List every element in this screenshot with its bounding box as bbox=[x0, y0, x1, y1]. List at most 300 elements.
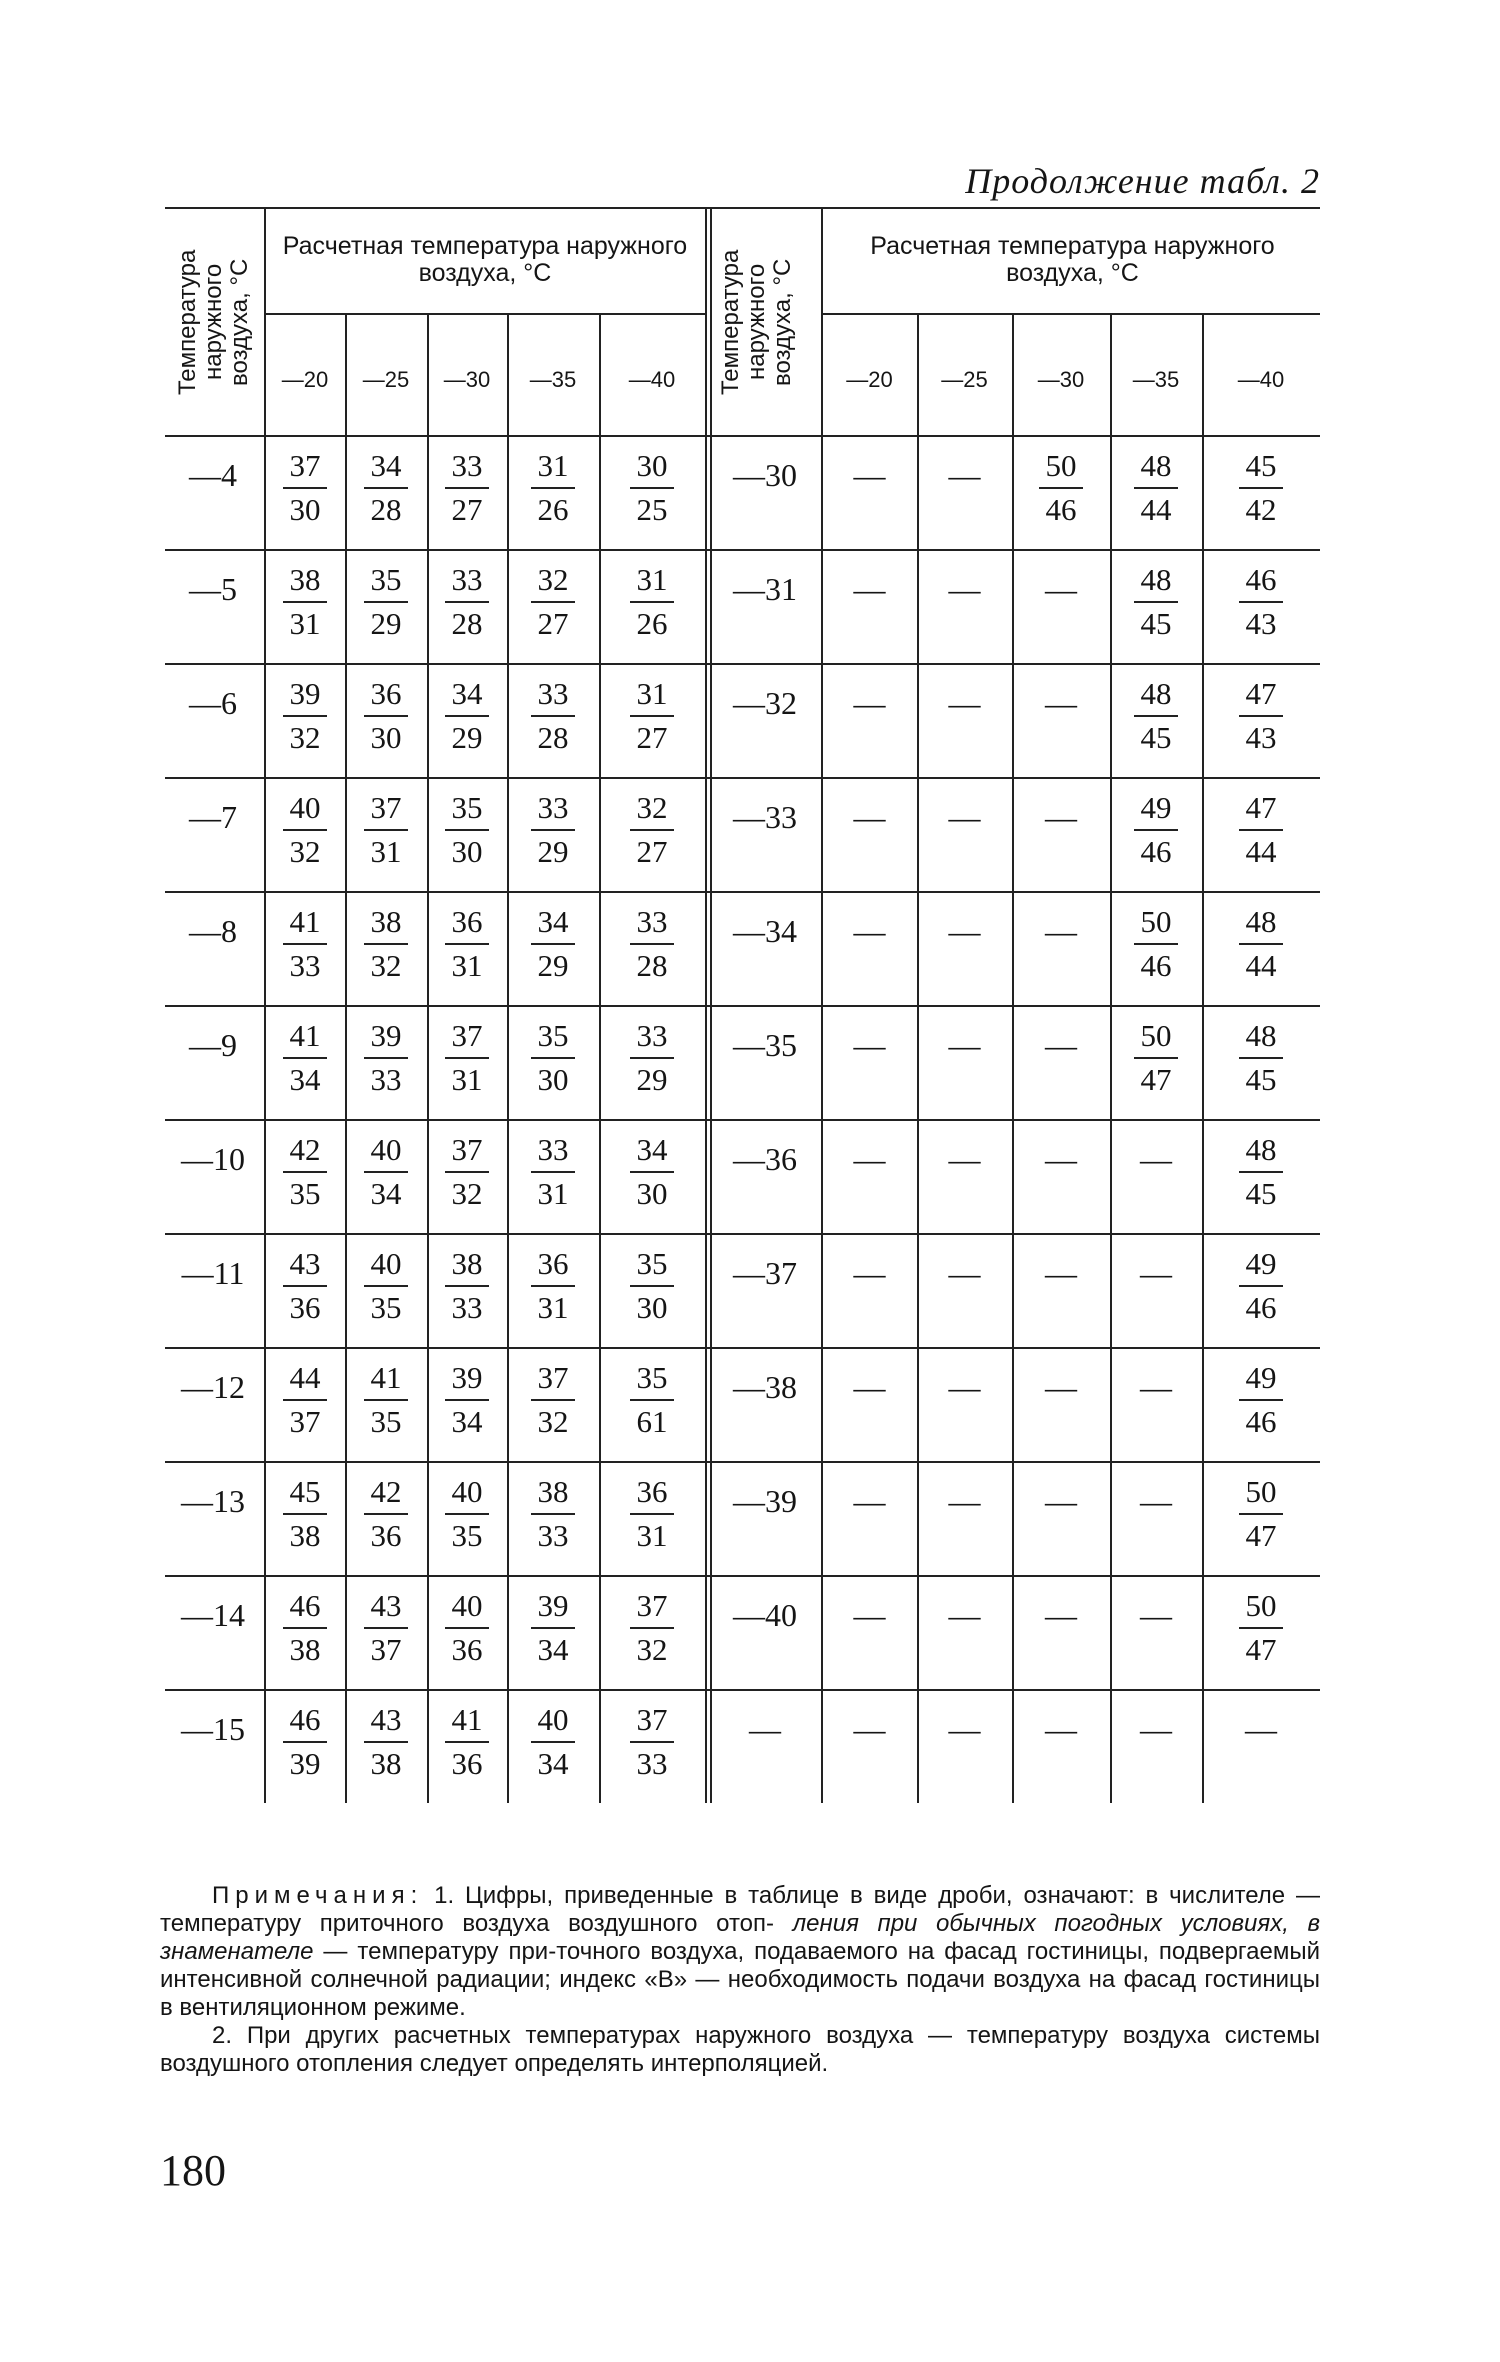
empty-cell-dash: — bbox=[1045, 1255, 1077, 1291]
denominator: 38 bbox=[370, 1746, 402, 1781]
denominator: 29 bbox=[537, 948, 569, 983]
value-fraction bbox=[265, 1017, 345, 1098]
fraction-bar bbox=[283, 1627, 327, 1629]
numerator: 35 bbox=[636, 1246, 668, 1281]
denominator: 33 bbox=[451, 1290, 483, 1325]
empty-cell-dash: — bbox=[948, 457, 981, 493]
value-fraction bbox=[427, 1359, 507, 1440]
value-fraction bbox=[265, 1701, 345, 1782]
outdoor-temp-cell: —15 bbox=[181, 1711, 245, 1747]
numerator: 32 bbox=[537, 562, 569, 597]
denominator: 46 bbox=[1245, 1290, 1277, 1325]
value-fraction bbox=[507, 789, 599, 870]
empty-cell-dash: — bbox=[1045, 685, 1077, 721]
value-fraction bbox=[427, 1701, 507, 1782]
fraction-bar bbox=[630, 601, 674, 603]
value-fraction bbox=[1202, 561, 1320, 642]
design-temp-group-right: Расчетная температура наружного воздуха, °С bbox=[870, 232, 1275, 287]
numerator: 41 bbox=[289, 1018, 321, 1053]
denominator: 43 bbox=[1245, 720, 1277, 755]
row-rule bbox=[165, 1575, 1320, 1577]
empty-cell-dash: — bbox=[948, 1255, 981, 1291]
row-rule bbox=[165, 1233, 1320, 1235]
fraction-bar bbox=[445, 1171, 489, 1173]
note-1-part-b: ления при обычных погодных условиях, в знаменателе bbox=[160, 1910, 1321, 1965]
value-fraction bbox=[507, 1587, 599, 1668]
fraction-bar bbox=[364, 1057, 408, 1059]
empty-cell-dash: — bbox=[1245, 1711, 1277, 1747]
numerator: 46 bbox=[289, 1588, 321, 1623]
numerator: 37 bbox=[537, 1360, 569, 1395]
value-fraction bbox=[427, 1473, 507, 1554]
empty-cell-dash: — bbox=[948, 571, 981, 607]
denominator: 34 bbox=[451, 1404, 483, 1439]
denominator: 31 bbox=[636, 1518, 668, 1553]
fraction-bar bbox=[445, 1399, 489, 1401]
empty-cell-dash: — bbox=[1140, 1597, 1172, 1633]
denominator: 39 bbox=[289, 1746, 321, 1781]
empty-cell-dash: — bbox=[853, 1711, 886, 1747]
empty-cell-dash: — bbox=[948, 799, 981, 835]
numerator: 31 bbox=[636, 562, 668, 597]
denominator: 38 bbox=[289, 1632, 321, 1667]
denominator: 33 bbox=[636, 1746, 668, 1781]
data-table bbox=[165, 207, 1320, 1797]
fraction-bar bbox=[364, 1399, 408, 1401]
numerator: 48 bbox=[1245, 904, 1277, 939]
value-fraction bbox=[265, 1473, 345, 1554]
denominator: 36 bbox=[451, 1632, 483, 1667]
numerator: 46 bbox=[289, 1702, 321, 1737]
outdoor-temp-header-right: Температура наружного воздуха, °С bbox=[717, 249, 796, 395]
empty-cell-dash: — bbox=[853, 685, 886, 721]
value-fraction bbox=[599, 1359, 705, 1440]
outdoor-temp-cell: —38 bbox=[733, 1369, 797, 1405]
empty-cell-dash: — bbox=[1140, 1369, 1172, 1405]
fraction-bar bbox=[364, 1741, 408, 1743]
value-fraction bbox=[265, 447, 345, 528]
numerator: 37 bbox=[451, 1018, 483, 1053]
notes-title: Примечания: bbox=[212, 1882, 424, 1909]
row-rule bbox=[165, 1689, 1320, 1691]
numerator: 39 bbox=[370, 1018, 402, 1053]
value-fraction bbox=[1202, 447, 1320, 528]
denominator: 31 bbox=[537, 1176, 569, 1211]
value-fraction bbox=[265, 789, 345, 870]
note-1-part-c: — температуру при-точного воздуха, подаваемого на фасад гостиницы, подвергаемый интенсивной солнечной радиации; индекс «В» — необходимость подачи воздуха на фасад гостиницы в вентиляционном режиме. bbox=[160, 1938, 1320, 2021]
row-rule bbox=[165, 777, 1320, 779]
numerator: 37 bbox=[636, 1588, 668, 1623]
fraction-bar bbox=[283, 601, 327, 603]
fraction-bar bbox=[364, 601, 408, 603]
denominator: 43 bbox=[1245, 606, 1277, 641]
design-temp-col-right: —30 bbox=[1037, 367, 1085, 392]
empty-cell-dash: — bbox=[948, 685, 981, 721]
row-rule bbox=[165, 1347, 1320, 1349]
value-fraction bbox=[507, 1017, 599, 1098]
numerator: 35 bbox=[370, 562, 402, 597]
outdoor-temp-cell: —8 bbox=[189, 913, 237, 949]
outdoor-temp-cell: —31 bbox=[733, 571, 797, 607]
outdoor-temp-cell: —36 bbox=[733, 1141, 797, 1177]
fraction-bar bbox=[630, 1285, 674, 1287]
numerator: 34 bbox=[537, 904, 569, 939]
fraction-bar bbox=[1239, 487, 1283, 489]
denominator: 32 bbox=[289, 720, 321, 755]
empty-cell-dash: — bbox=[1140, 1141, 1172, 1177]
numerator: 33 bbox=[636, 1018, 668, 1053]
fraction-bar bbox=[283, 1057, 327, 1059]
row-rule bbox=[165, 663, 1320, 665]
value-fraction bbox=[345, 561, 427, 642]
fraction-bar bbox=[1239, 601, 1283, 603]
denominator: 33 bbox=[370, 1062, 402, 1097]
value-fraction bbox=[599, 1131, 705, 1212]
value-fraction bbox=[507, 1245, 599, 1326]
numerator: 46 bbox=[1245, 562, 1277, 597]
header-bottom-rule bbox=[165, 435, 1320, 437]
value-fraction bbox=[507, 1359, 599, 1440]
denominator: 42 bbox=[1245, 492, 1277, 527]
value-fraction bbox=[345, 789, 427, 870]
denominator: 45 bbox=[1140, 606, 1172, 641]
value-fraction bbox=[1202, 1359, 1320, 1440]
value-fraction bbox=[599, 1701, 705, 1782]
denominator: 34 bbox=[370, 1176, 402, 1211]
numerator: 35 bbox=[636, 1360, 668, 1395]
denominator: 33 bbox=[537, 1518, 569, 1553]
denominator: 30 bbox=[636, 1290, 668, 1325]
value-fraction bbox=[427, 789, 507, 870]
denominator: 46 bbox=[1045, 492, 1077, 527]
denominator: 38 bbox=[289, 1518, 321, 1553]
numerator: 44 bbox=[289, 1360, 321, 1395]
outdoor-temp-cell: — bbox=[749, 1711, 781, 1747]
numerator: 40 bbox=[451, 1588, 483, 1623]
outdoor-temp-cell: —5 bbox=[189, 571, 237, 607]
row-rule bbox=[165, 1461, 1320, 1463]
numerator: 37 bbox=[289, 448, 321, 483]
fraction-bar bbox=[531, 1513, 575, 1515]
value-fraction bbox=[1110, 447, 1202, 528]
denominator: 35 bbox=[451, 1518, 483, 1553]
numerator: 40 bbox=[537, 1702, 569, 1737]
fraction-bar bbox=[1134, 487, 1178, 489]
denominator: 27 bbox=[636, 720, 668, 755]
numerator: 38 bbox=[451, 1246, 483, 1281]
denominator: 33 bbox=[289, 948, 321, 983]
group-header-rule-left bbox=[265, 313, 705, 315]
numerator: 36 bbox=[537, 1246, 569, 1281]
fraction-bar bbox=[283, 1285, 327, 1287]
value-fraction bbox=[599, 789, 705, 870]
numerator: 41 bbox=[289, 904, 321, 939]
value-fraction bbox=[1110, 675, 1202, 756]
outdoor-temp-cell: —7 bbox=[189, 799, 237, 835]
fraction-bar bbox=[445, 1627, 489, 1629]
denominator: 31 bbox=[451, 948, 483, 983]
page-number: 180 bbox=[160, 2146, 226, 2195]
denominator: 35 bbox=[370, 1290, 402, 1325]
numerator: 31 bbox=[537, 448, 569, 483]
fraction-bar bbox=[630, 1171, 674, 1173]
value-fraction bbox=[599, 675, 705, 756]
numerator: 33 bbox=[451, 448, 483, 483]
double-rule bbox=[705, 207, 707, 1803]
fraction-bar bbox=[445, 1285, 489, 1287]
value-fraction bbox=[345, 903, 427, 984]
fraction-bar bbox=[630, 715, 674, 717]
numerator: 34 bbox=[370, 448, 402, 483]
denominator: 28 bbox=[636, 948, 668, 983]
numerator: 39 bbox=[537, 1588, 569, 1623]
denominator: 36 bbox=[370, 1518, 402, 1553]
design-temp-col-right: —35 bbox=[1132, 367, 1180, 392]
value-fraction bbox=[345, 1245, 427, 1326]
value-fraction bbox=[1110, 561, 1202, 642]
fraction-bar bbox=[630, 1399, 674, 1401]
denominator: 35 bbox=[289, 1176, 321, 1211]
numerator: 33 bbox=[537, 1132, 569, 1167]
fraction-bar bbox=[630, 1741, 674, 1743]
design-temp-col-right: —40 bbox=[1237, 367, 1285, 392]
fraction-bar bbox=[1134, 1057, 1178, 1059]
value-fraction bbox=[345, 1131, 427, 1212]
outdoor-temp-cell: —10 bbox=[181, 1141, 245, 1177]
value-fraction bbox=[1202, 675, 1320, 756]
row-rule bbox=[165, 1005, 1320, 1007]
value-fraction bbox=[1202, 1473, 1320, 1554]
empty-cell-dash: — bbox=[1045, 1027, 1077, 1063]
outdoor-temp-header-left: Температура наружного воздуха, °С bbox=[174, 249, 253, 395]
value-fraction bbox=[265, 561, 345, 642]
value-fraction bbox=[427, 1017, 507, 1098]
value-fraction bbox=[427, 903, 507, 984]
empty-cell-dash: — bbox=[1140, 1255, 1172, 1291]
denominator: 61 bbox=[636, 1404, 668, 1439]
denominator: 27 bbox=[636, 834, 668, 869]
value-fraction bbox=[599, 1587, 705, 1668]
value-fraction bbox=[427, 675, 507, 756]
denominator: 45 bbox=[1140, 720, 1172, 755]
fraction-bar bbox=[1039, 487, 1083, 489]
fraction-bar bbox=[531, 1285, 575, 1287]
denominator: 46 bbox=[1140, 948, 1172, 983]
outdoor-temp-cell: —12 bbox=[181, 1369, 245, 1405]
value-fraction bbox=[599, 903, 705, 984]
denominator: 34 bbox=[537, 1632, 569, 1667]
fraction-bar bbox=[1239, 943, 1283, 945]
value-fraction bbox=[507, 675, 599, 756]
design-temp-col-right: —25 bbox=[941, 367, 988, 392]
value-fraction bbox=[1012, 447, 1110, 528]
numerator: 35 bbox=[537, 1018, 569, 1053]
double-rule bbox=[710, 207, 712, 1803]
fraction-bar bbox=[364, 943, 408, 945]
denominator: 31 bbox=[370, 834, 402, 869]
fraction-bar bbox=[283, 487, 327, 489]
value-fraction bbox=[265, 1131, 345, 1212]
outdoor-temp-cell: —9 bbox=[189, 1027, 237, 1063]
denominator: 32 bbox=[289, 834, 321, 869]
value-fraction bbox=[427, 561, 507, 642]
outdoor-temp-cell: —11 bbox=[181, 1255, 245, 1291]
design-temp-col-left: —25 bbox=[362, 367, 410, 392]
denominator: 29 bbox=[370, 606, 402, 641]
numerator: 33 bbox=[451, 562, 483, 597]
denominator: 36 bbox=[451, 1746, 483, 1781]
outdoor-temp-cell: —33 bbox=[733, 799, 797, 835]
fraction-bar bbox=[531, 487, 575, 489]
fraction-bar bbox=[1239, 1285, 1283, 1287]
outdoor-temp-cell: —4 bbox=[189, 457, 237, 493]
value-fraction bbox=[345, 1473, 427, 1554]
denominator: 36 bbox=[289, 1290, 321, 1325]
value-fraction bbox=[345, 447, 427, 528]
numerator: 48 bbox=[1140, 562, 1172, 597]
fraction-bar bbox=[531, 1171, 575, 1173]
fraction-bar bbox=[364, 829, 408, 831]
fraction-bar bbox=[364, 1285, 408, 1287]
numerator: 48 bbox=[1140, 448, 1172, 483]
fraction-bar bbox=[531, 1057, 575, 1059]
denominator: 31 bbox=[289, 606, 321, 641]
numerator: 48 bbox=[1245, 1018, 1277, 1053]
empty-cell-dash: — bbox=[853, 1369, 886, 1405]
empty-cell-dash: — bbox=[853, 1255, 886, 1291]
value-fraction bbox=[265, 1359, 345, 1440]
denominator: 30 bbox=[636, 1176, 668, 1211]
empty-cell-dash: — bbox=[1045, 1369, 1077, 1405]
value-fraction bbox=[427, 447, 507, 528]
numerator: 50 bbox=[1245, 1474, 1277, 1509]
fraction-bar bbox=[531, 943, 575, 945]
numerator: 31 bbox=[636, 676, 668, 711]
fraction-bar bbox=[364, 715, 408, 717]
denominator: 47 bbox=[1245, 1632, 1277, 1667]
value-fraction bbox=[265, 903, 345, 984]
fraction-bar bbox=[630, 1627, 674, 1629]
denominator: 29 bbox=[451, 720, 483, 755]
fraction-bar bbox=[630, 1513, 674, 1515]
denominator: 28 bbox=[537, 720, 569, 755]
outdoor-temp-cell: —6 bbox=[189, 685, 237, 721]
denominator: 27 bbox=[537, 606, 569, 641]
design-temp-col-left: —20 bbox=[281, 367, 329, 392]
empty-cell-dash: — bbox=[1045, 1711, 1077, 1747]
empty-cell-dash: — bbox=[853, 1483, 886, 1519]
value-fraction bbox=[345, 1701, 427, 1782]
denominator: 30 bbox=[289, 492, 321, 527]
row-rule bbox=[165, 891, 1320, 893]
numerator: 40 bbox=[370, 1132, 402, 1167]
design-temp-col-left: —35 bbox=[529, 367, 577, 392]
fraction-bar bbox=[531, 601, 575, 603]
empty-cell-dash: — bbox=[853, 799, 886, 835]
outdoor-temp-cell: —30 bbox=[733, 457, 797, 493]
numerator: 47 bbox=[1245, 676, 1277, 711]
value-fraction bbox=[345, 1359, 427, 1440]
empty-cell-dash: — bbox=[948, 1027, 981, 1063]
fraction-bar bbox=[283, 1171, 327, 1173]
value-fraction bbox=[1110, 1017, 1202, 1098]
fraction-bar bbox=[1239, 1399, 1283, 1401]
numerator: 35 bbox=[451, 790, 483, 825]
fraction-bar bbox=[1134, 829, 1178, 831]
outdoor-temp-cell: —32 bbox=[733, 685, 797, 721]
design-temp-col-left: —30 bbox=[443, 367, 491, 392]
fraction-bar bbox=[1239, 1513, 1283, 1515]
fraction-bar bbox=[283, 1399, 327, 1401]
denominator: 25 bbox=[636, 492, 668, 527]
denominator: 28 bbox=[370, 492, 402, 527]
value-fraction bbox=[427, 1245, 507, 1326]
numerator: 48 bbox=[1245, 1132, 1277, 1167]
denominator: 32 bbox=[636, 1632, 668, 1667]
numerator: 37 bbox=[370, 790, 402, 825]
note-1-part-a: 1. Цифры, приведенные в таблице в виде дроби, означают: в числителе — температуру приточного воздуха воздушного отоп- bbox=[160, 1882, 1320, 1937]
fraction-bar bbox=[1134, 601, 1178, 603]
denominator: 37 bbox=[289, 1404, 321, 1439]
fraction-bar bbox=[1239, 829, 1283, 831]
value-fraction bbox=[599, 447, 705, 528]
denominator: 28 bbox=[451, 606, 483, 641]
outdoor-temp-cell: —37 bbox=[733, 1255, 797, 1291]
numerator: 45 bbox=[1245, 448, 1277, 483]
empty-cell-dash: — bbox=[853, 571, 886, 607]
numerator: 42 bbox=[289, 1132, 321, 1167]
fraction-bar bbox=[1239, 1057, 1283, 1059]
numerator: 47 bbox=[1245, 790, 1277, 825]
denominator: 34 bbox=[289, 1062, 321, 1097]
fraction-bar bbox=[445, 943, 489, 945]
denominator: 30 bbox=[370, 720, 402, 755]
empty-cell-dash: — bbox=[948, 913, 981, 949]
value-fraction bbox=[1110, 903, 1202, 984]
outdoor-temp-cell: —35 bbox=[733, 1027, 797, 1063]
fraction-bar bbox=[283, 715, 327, 717]
row-rule bbox=[165, 1119, 1320, 1121]
denominator: 27 bbox=[451, 492, 483, 527]
numerator: 33 bbox=[636, 904, 668, 939]
outdoor-temp-cell: —14 bbox=[181, 1597, 245, 1633]
denominator: 26 bbox=[636, 606, 668, 641]
table-top-rule bbox=[165, 207, 1320, 209]
numerator: 43 bbox=[370, 1702, 402, 1737]
numerator: 33 bbox=[537, 676, 569, 711]
value-fraction bbox=[1202, 1245, 1320, 1326]
numerator: 49 bbox=[1140, 790, 1172, 825]
fraction-bar bbox=[531, 1741, 575, 1743]
fraction-bar bbox=[364, 1627, 408, 1629]
fraction-bar bbox=[1134, 943, 1178, 945]
value-fraction bbox=[345, 675, 427, 756]
empty-cell-dash: — bbox=[853, 1597, 886, 1633]
empty-cell-dash: — bbox=[1045, 1597, 1077, 1633]
fraction-bar bbox=[283, 1513, 327, 1515]
numerator: 33 bbox=[537, 790, 569, 825]
numerator: 50 bbox=[1140, 904, 1172, 939]
fraction-bar bbox=[445, 1513, 489, 1515]
value-fraction bbox=[265, 1245, 345, 1326]
value-fraction bbox=[599, 1017, 705, 1098]
empty-cell-dash: — bbox=[948, 1369, 981, 1405]
numerator: 43 bbox=[289, 1246, 321, 1281]
outdoor-temp-cell: —34 bbox=[733, 913, 797, 949]
numerator: 50 bbox=[1140, 1018, 1172, 1053]
numerator: 41 bbox=[451, 1702, 483, 1737]
empty-cell-dash: — bbox=[853, 1141, 886, 1177]
